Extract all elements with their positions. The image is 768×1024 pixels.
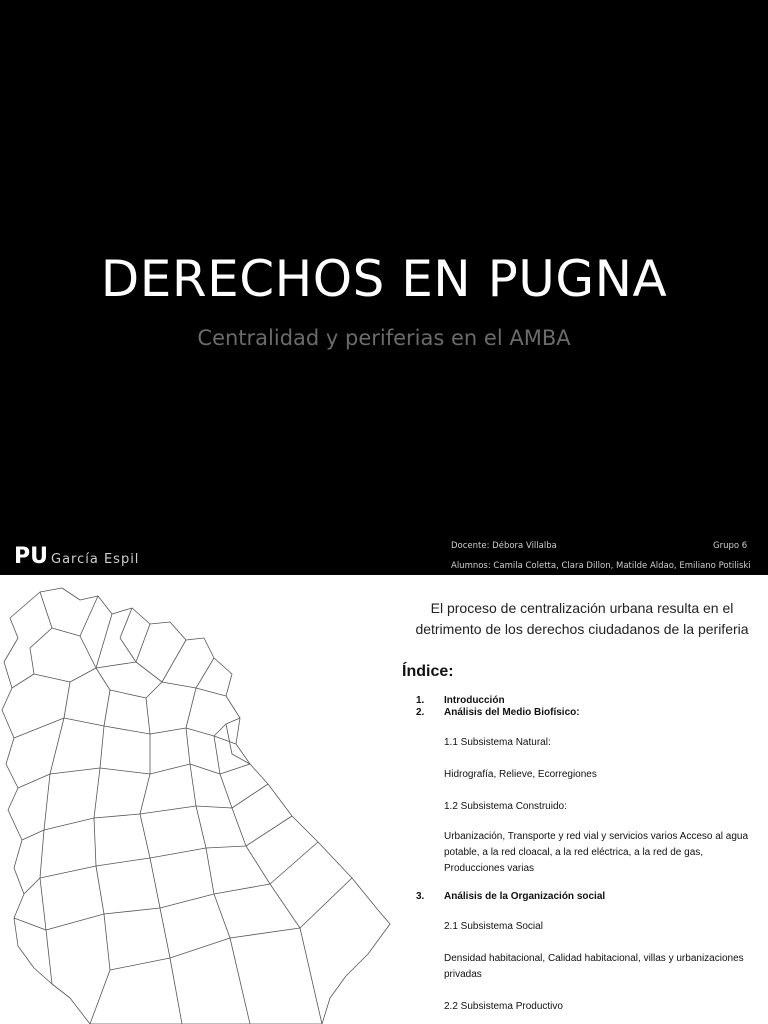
toc-sub-6: Densidad habitacional, Calidad habitacional, villas y urbanizaciones privadas <box>444 953 744 980</box>
slide-subtitle: Centralidad y periferias en el AMBA <box>197 326 571 350</box>
toc-sub-3: 1.2 Subsistema Construido: <box>444 801 567 812</box>
document-heading: El proceso de centralización urbana resulta en el detrimento de los derechos ciudadanos de la periferia <box>415 600 749 637</box>
pu-logo <box>14 544 139 569</box>
index-title: Índice: <box>402 663 454 680</box>
toc-item-3: 3. Análisis de la Organización social <box>416 891 606 902</box>
alumnos-label: Alumnos: Camila Coletta, Clara Dillon, Matilde Aldao, Emiliano Potiliski <box>451 561 751 571</box>
toc-sub-2: Hidrografía, Relieve, Ecorregiones <box>444 769 597 780</box>
table-of-contents <box>402 695 762 1015</box>
toc-item-2: 2. Análisis del Medio Biofísico: <box>416 707 580 718</box>
toc-sub-4: Urbanización, Transporte y red vial y servicios varios Acceso al agua potable, a la red cloacal, a la red eléctrica, a la red de gas, Producciones varias <box>444 831 749 874</box>
toc-item-1: 1. Introducción <box>416 695 505 706</box>
logo-mark: PU <box>14 544 48 569</box>
toc-sub-5: 2.1 Subsistema Social <box>444 921 543 932</box>
logo-text: García Espil <box>51 552 140 567</box>
amba-map <box>0 578 395 1024</box>
slide-title: DERECHOS EN PUGNA <box>100 250 668 308</box>
document-page <box>402 578 762 1015</box>
grupo-label: Grupo 6 <box>713 541 748 551</box>
toc-sub-1: 1.1 Subsistema Natural: <box>444 737 551 748</box>
docente-label: Docente: Débora Villalba <box>451 541 557 551</box>
toc-sub-7: 2.2 Subsistema Productivo <box>444 1001 563 1012</box>
